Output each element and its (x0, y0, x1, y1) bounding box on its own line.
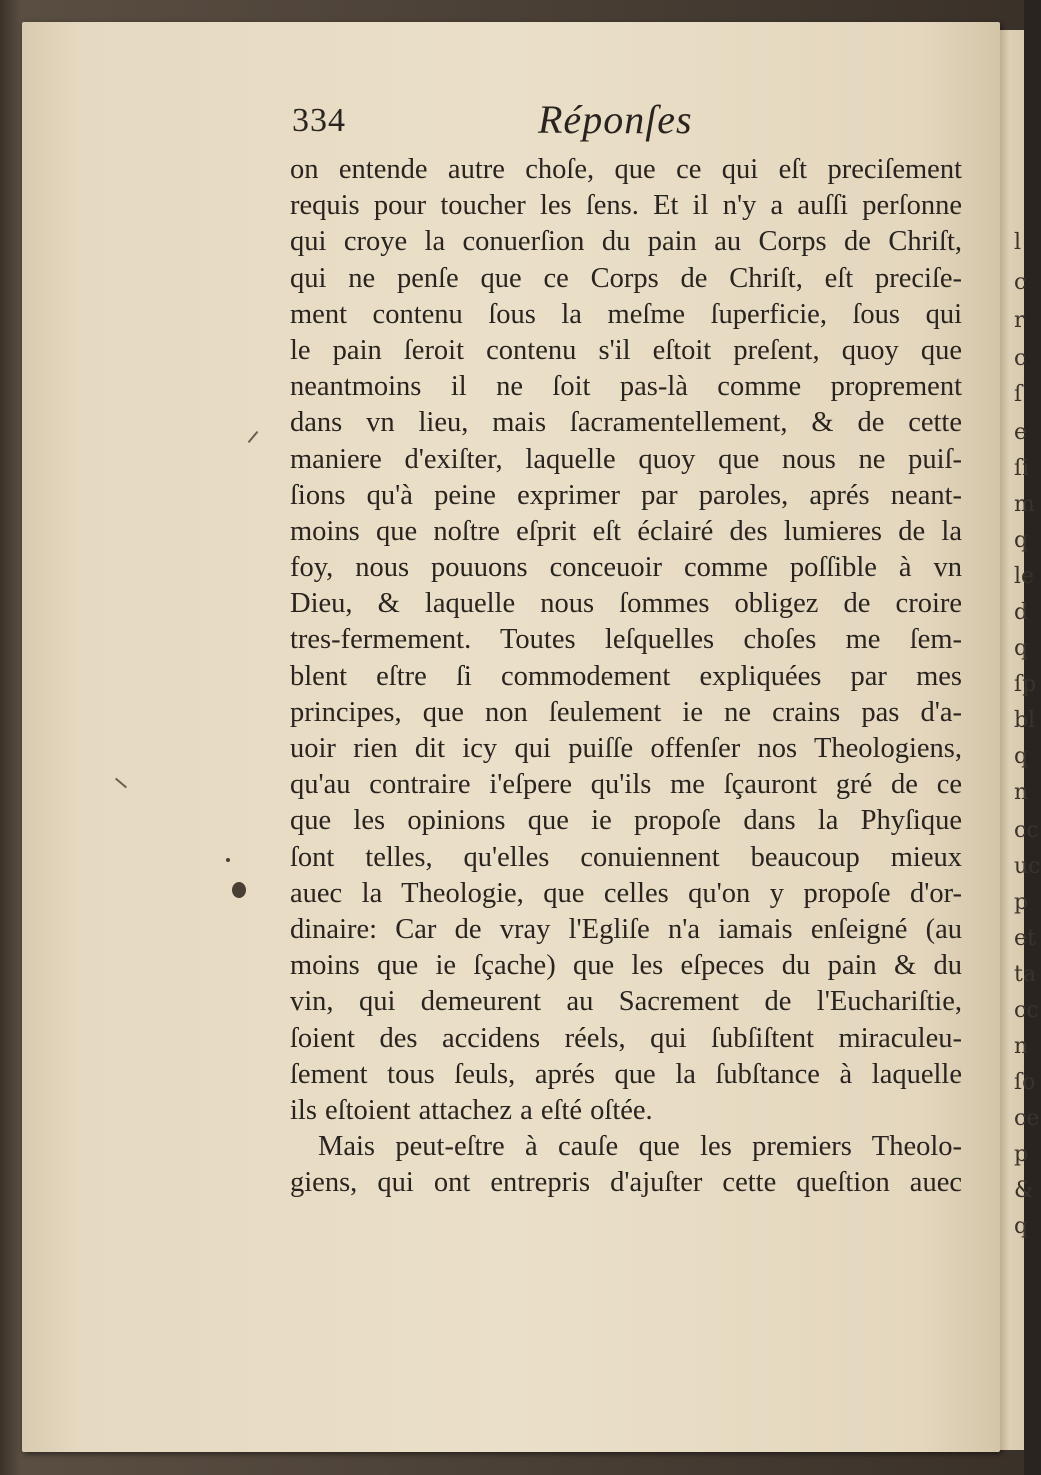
text-line: ſions qu'à peine exprimer par paroles, aprés neant- (290, 479, 962, 511)
text-line: ſement tous ſeuls, aprés que la ſubſtance à laquelle (290, 1058, 962, 1090)
text-line: uoir rien dit icy qui puiſſe offenſer nos Theologiens, (290, 733, 962, 764)
facing-page-letter: l (1014, 230, 1022, 255)
text-line: giens, qui ont entrepris d'ajuſter cette queſtion auec (290, 1167, 962, 1199)
facing-page-letter: c (1014, 346, 1027, 371)
text-line: tres-fermement. Toutes leſquelles choſes me ſem- (290, 624, 962, 656)
ink-stroke-mark (115, 778, 127, 789)
facing-page-letter: n (1014, 1034, 1029, 1059)
text-line: dinaire: Car de vray l'Egliſe n'a iamais enſeigné (au (290, 913, 962, 945)
text-line: dans vn lieu, mais ſacramentellement, & de cette (290, 407, 962, 439)
text-line: ſoient des accidens réels, qui ſubſiſtent miraculeu- (290, 1022, 962, 1054)
text-line: ils eſtoient attachez a eſté oſtée. (290, 1094, 653, 1126)
facing-page-letter: q (1014, 744, 1029, 769)
facing-page-letter: p (1014, 890, 1029, 915)
facing-page-letter: c (1014, 270, 1027, 295)
text-line: blent eſtre ſi commodement expliquées par mes (290, 660, 962, 692)
facing-page-letter: le (1014, 564, 1035, 589)
facing-page-letter: bl (1014, 708, 1036, 733)
text-line: maniere d'exiſter, laquelle quoy que nous ne puiſ- (290, 443, 962, 475)
facing-page-letter: p (1014, 1142, 1029, 1167)
text-line: qui ne penſe que ce Corps de Chriſt, eſt preciſe- (290, 262, 962, 294)
text-line: Dieu, & laquelle nous ſommes obligez de croire (290, 588, 962, 620)
text-line: on entende autre choſe, que ce qui eſt preciſement (290, 154, 962, 185)
paragraph-1 (290, 152, 962, 1129)
text-line: le pain ſeroit contenu s'il eſtoit preſent, quoy que (290, 334, 962, 366)
text-line: auec la Theologie, que celles qu'on y propoſe d'or- (290, 877, 962, 909)
facing-page-letter: cc (1014, 818, 1039, 843)
facing-page-letter: ſ (1014, 382, 1023, 407)
text-line: qui croye la conuerſion du pain au Corps de Chriſt, (290, 226, 962, 258)
ink-dot-mark (226, 858, 230, 862)
facing-page-letter: uc (1014, 854, 1041, 879)
text-block (290, 96, 962, 1201)
text-line: Mais peut-eſtre à cauſe que les premiers Theolo- (318, 1131, 962, 1163)
facing-page-letter: e (1014, 420, 1028, 445)
text-line: neantmoins il ne ſoit pas-là comme proprement (290, 371, 962, 403)
facing-page-letter: d (1014, 600, 1029, 625)
facing-page-letter: et (1014, 926, 1036, 951)
text-line: ſont telles, qu'elles conuiennent beaucoup mieux (290, 841, 962, 873)
facing-page-edge (1000, 30, 1041, 1450)
facing-page-letter: n (1014, 780, 1029, 805)
text-line: ment contenu ſous la meſme ſuperficie, ſous qui (290, 298, 962, 330)
facing-page-letter: ſo (1014, 1070, 1036, 1095)
facing-page-letter: q (1014, 528, 1029, 553)
text-line: principes, que non ſeulement ie ne crains pas d'a- (290, 696, 962, 728)
running-title: Réponſes (538, 97, 693, 142)
facing-page-letter: ſi (1014, 456, 1030, 481)
text-line: requis pour toucher les ſens. Et il n'y a auſſi perſonne (290, 190, 962, 222)
facing-page-letter: ta (1014, 962, 1036, 987)
facing-page-letter: ſp (1014, 672, 1037, 697)
facing-page-letter: ce (1014, 1106, 1040, 1131)
facing-page-letter: r (1014, 308, 1025, 333)
text-line: moins que noſtre eſprit eſt éclairé des lumieres de la (290, 515, 962, 547)
ink-blot-mark (232, 882, 246, 898)
facing-page-letter: & (1014, 1178, 1034, 1203)
ink-stroke-mark (248, 431, 259, 443)
text-line: moins que ie ſçache) que les eſpeces du pain & du (290, 950, 962, 982)
page-header (290, 96, 962, 152)
text-line: vin, qui demeurent au Sacrement de l'Euchariſtie, (290, 986, 962, 1018)
facing-page-letter: m (1014, 492, 1035, 517)
text-line: qu'au contraire i'eſpere qu'ils me ſçauront gré de ce (290, 769, 962, 801)
page-number: 334 (292, 102, 346, 139)
text-line: que les opinions que ie propoſe dans la Phyſique (290, 805, 962, 837)
text-line: foy, nous pouuons conceuoir comme poſſible à vn (290, 552, 962, 584)
facing-page-letter: q (1014, 636, 1029, 661)
facing-page-letter: q (1014, 1214, 1029, 1239)
paragraph-2 (290, 1129, 962, 1201)
facing-page-letter: cc (1014, 998, 1039, 1023)
